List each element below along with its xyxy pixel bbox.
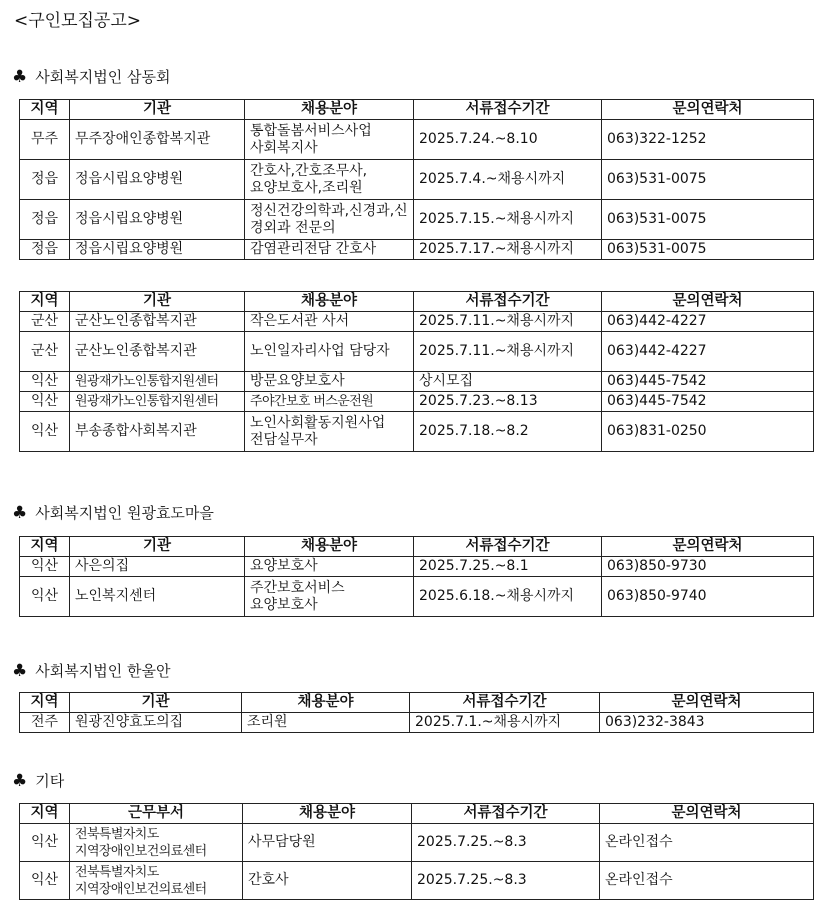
table-row [20,824,814,862]
table-header-row [20,100,814,120]
header-contact: 문의연락처 [600,804,814,824]
header-field: 채용분야 [245,537,414,557]
job-table-samdong-2 [19,291,814,452]
header-period: 서류접수기간 [414,537,602,557]
cell-contact: 063)850-9730 [602,557,814,577]
cell-agency: 군산노인종합복지관 [70,332,245,372]
table-row [20,577,814,617]
header-field: 채용분야 [245,292,414,312]
club-icon: ♣ [12,503,28,523]
header-contact: 문의연락처 [602,100,814,120]
section-title-hanulan: ♣ 사회복지법인 한울안 [12,661,171,681]
header-period: 서류접수기간 [412,804,600,824]
cell-region: 무주 [20,120,70,160]
header-agency: 기관 [70,537,245,557]
page-title: <구인모집공고> [14,11,142,31]
cell-field: 정신건강의학과,신경과,신경외과 전문의 [245,200,414,240]
header-period: 서류접수기간 [414,292,602,312]
cell-period: 2025.7.25.~8.1 [414,557,602,577]
header-contact: 문의연락처 [602,292,814,312]
job-table-hyodo [19,536,814,617]
cell-region: 익산 [20,372,70,392]
header-region: 지역 [20,804,70,824]
cell-region: 익산 [20,862,70,900]
cell-region: 정읍 [20,200,70,240]
cell-contact: 063)442-4227 [602,312,814,332]
cell-period: 2025.7.11.~채용시까지 [414,312,602,332]
cell-contact: 063)322-1252 [602,120,814,160]
cell-department: 전북특별자치도 지역장애인보건의료센터 [70,862,243,900]
cell-contact: 온라인접수 [600,862,814,900]
cell-agency: 원광진양효도의집 [70,713,242,733]
header-region: 지역 [20,693,70,713]
cell-field: 조리원 [242,713,410,733]
cell-field: 간호사,간호조무사, 요양보호사,조리원 [245,160,414,200]
cell-region: 익산 [20,577,70,617]
header-field: 채용분야 [245,100,414,120]
section-title-hyodo: ♣ 사회복지법인 원광효도마을 [12,503,214,523]
cell-period: 상시모집 [414,372,602,392]
cell-period: 2025.7.24.~8.10 [414,120,602,160]
cell-contact: 063)442-4227 [602,332,814,372]
cell-agency: 부송종합사회복지관 [70,412,245,452]
cell-agency: 정읍시립요양병원 [70,240,245,260]
cell-agency: 원광재가노인통합지원센터 [70,392,245,412]
table-row [20,332,814,372]
cell-field: 통합돌봄서비스사업 사회복지사 [245,120,414,160]
cell-region: 익산 [20,557,70,577]
cell-period: 2025.7.18.~8.2 [414,412,602,452]
cell-department: 전북특별자치도 지역장애인보건의료센터 [70,824,243,862]
cell-contact: 063)831-0250 [602,412,814,452]
job-table-samdong-1 [19,99,814,260]
table-header-row [20,804,814,824]
header-region: 지역 [20,292,70,312]
cell-field: 주간보호서비스 요양보호사 [245,577,414,617]
cell-period: 2025.7.15.~채용시까지 [414,200,602,240]
table-row [20,557,814,577]
cell-contact: 063)531-0075 [602,200,814,240]
table-row [20,862,814,900]
job-table-other [19,803,814,900]
cell-region: 정읍 [20,240,70,260]
cell-agency: 사은의집 [70,557,245,577]
header-period: 서류접수기간 [414,100,602,120]
table-header-row [20,537,814,557]
cell-period: 2025.7.23.~8.13 [414,392,602,412]
cell-field: 사무담당원 [243,824,412,862]
table-row [20,160,814,200]
table-row [20,713,814,733]
cell-contact: 063)445-7542 [602,372,814,392]
cell-field: 주야간보호 버스운전원 [245,392,414,412]
cell-region: 군산 [20,312,70,332]
header-agency: 기관 [70,693,242,713]
table-row [20,392,814,412]
cell-period: 2025.7.17.~채용시까지 [414,240,602,260]
cell-region: 정읍 [20,160,70,200]
cell-field: 노인사회활동지원사업 전담실무자 [245,412,414,452]
header-region: 지역 [20,537,70,557]
header-contact: 문의연락처 [600,693,814,713]
cell-field: 감염관리전담 간호사 [245,240,414,260]
header-period: 서류접수기간 [410,693,600,713]
table-header-row [20,292,814,312]
cell-agency: 정읍시립요양병원 [70,200,245,240]
cell-period: 2025.7.25.~8.3 [412,824,600,862]
table-row [20,372,814,392]
table-row [20,240,814,260]
table-row [20,200,814,240]
table-header-row [20,693,814,713]
cell-period: 2025.6.18.~채용시까지 [414,577,602,617]
club-icon: ♣ [12,661,28,681]
cell-region: 익산 [20,412,70,452]
cell-period: 2025.7.25.~8.3 [412,862,600,900]
cell-contact: 063)850-9740 [602,577,814,617]
cell-contact: 063)531-0075 [602,160,814,200]
cell-contact: 온라인접수 [600,824,814,862]
header-field: 채용분야 [242,693,410,713]
cell-period: 2025.7.4.~채용시까지 [414,160,602,200]
cell-agency: 노인복지센터 [70,577,245,617]
cell-region: 익산 [20,824,70,862]
section-title-samdong: ♣ 사회복지법인 삼동회 [12,67,171,87]
job-table-hanulan [19,692,814,733]
cell-contact: 063)445-7542 [602,392,814,412]
cell-field: 작은도서관 사서 [245,312,414,332]
header-contact: 문의연락처 [602,537,814,557]
cell-contact: 063)232-3843 [600,713,814,733]
header-agency: 기관 [70,292,245,312]
header-region: 지역 [20,100,70,120]
header-agency: 기관 [70,100,245,120]
cell-region: 전주 [20,713,70,733]
table-row [20,120,814,160]
cell-agency: 정읍시립요양병원 [70,160,245,200]
cell-contact: 063)531-0075 [602,240,814,260]
cell-region: 군산 [20,332,70,372]
cell-period: 2025.7.11.~채용시까지 [414,332,602,372]
club-icon: ♣ [12,771,28,791]
header-department: 근무부서 [70,804,243,824]
cell-region: 익산 [20,392,70,412]
cell-agency: 원광재가노인통합지원센터 [70,372,245,392]
cell-field: 요양보호사 [245,557,414,577]
cell-field: 방문요양보호사 [245,372,414,392]
cell-agency: 무주장애인종합복지관 [70,120,245,160]
club-icon: ♣ [12,67,28,87]
cell-field: 노인일자리사업 담당자 [245,332,414,372]
table-row [20,312,814,332]
cell-period: 2025.7.1.~채용시까지 [410,713,600,733]
section-title-other: ♣ 기타 [12,771,65,791]
cell-agency: 군산노인종합복지관 [70,312,245,332]
header-field: 채용분야 [243,804,412,824]
table-row [20,412,814,452]
cell-field: 간호사 [243,862,412,900]
